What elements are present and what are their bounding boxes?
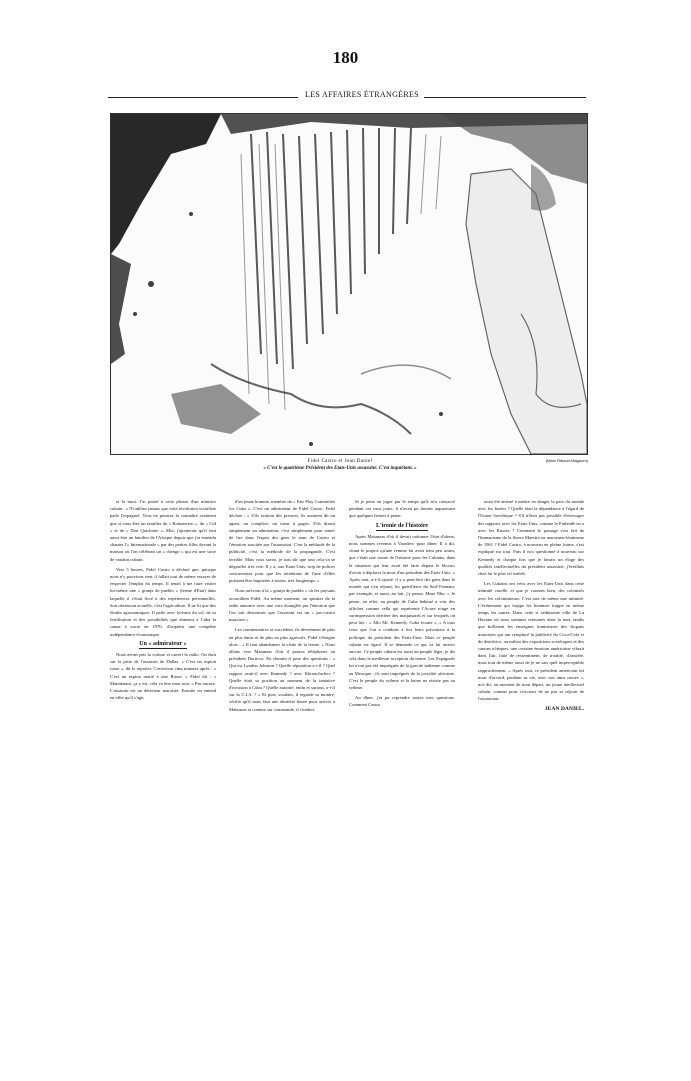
section-heading-text: L'ironie de l'histoire	[375, 522, 429, 529]
page-number: 180	[332, 48, 359, 67]
section-heading-text: Un « admirateur »	[139, 640, 187, 647]
text-column-3	[349, 498, 455, 712]
paragraph: Nous arrivons à la « granja de pueblo » où les paysans accueillent Fidel. Au même moment, un speaker de la radio annonce avec une voix étranglée par l'émotion que l'on sait désormais que l'assassin est un « pro-castro marxiste ».	[229, 588, 335, 623]
paragraph: Nous avons pris la voiture et ouvert la radio. On était sur la piste de l'assassin de Dallas. « C'est un espion russe », dit le reporter. Correction cinq minutes après : « C'est un espion marié à une Russe. » Fidel dit : « Maintenant, ça y est, cela va être mon tour. » Pas encore. L'assassin est un déserteur marxiste. Ensuite on entend en effet qu'il s'agit	[110, 652, 216, 701]
author-signature: JEAN DANIEL.	[544, 705, 584, 712]
photo-caption	[180, 458, 500, 472]
section-heading	[110, 641, 216, 648]
photo-credit: (Marc Riboud-Magnum)	[545, 458, 588, 463]
paragraph: Les commentaires se succèdent, ils deviennent de plus en plus émus et de plus en plus agressifs. Fidel s'éloigne alors : « Il faut abandonner la visite de la ferme. » Nous allons vers Matanzas d'où il pourra téléphoner au président Dorticos. En chemin il pose des questions : « Qui est Lyndon Johnson ? Quelle réputation a-t-il ? Quel rapport avait-il avec Kennedy ? avec Khrouchtchev ? Quelle était sa position au moment de la tentative d'invasion à Cuba ? Quelle autorité, enfin et surtout, a-t-il sur la C.I.A. ? » Et puis, soudain, il regarde sa montre, vérifie qu'il nous faut une dernière heure pour arriver à Matanzas et comme sur commande, il s'endort.	[229, 627, 336, 712]
section-heading	[349, 523, 455, 530]
paragraph: d'un jeune homme, membre du « Fair Play Committee for Cuba ». C'est un admirateur de Fidel Castro. Fidel déclare : « S'ils avaient des preuves, ils auraient dit un agent, un complice, un tueur à gages. S'ils disent simplement un admirateur, c'est simplement pour tenter de lier dans l'esprit des gens le nom de Castro et l'émotion suscitée par l'assassinat. C'est la méthode de la publicité, c'est la méthode de la propagande. C'est terrible. Mais vous savez, je suis sûr que tout cela va se dégonfler très vite. Il y a, aux Etats-Unis, trop de polices concurrentes pour que les intentions de l'une d'elles puissent être imposées à toutes, très longtemps. »	[229, 499, 335, 584]
caption-quote: « C'est le quatrième Président des Etats-Unis assassiné. C'est inquiétant. »	[263, 466, 417, 471]
caption-names: Fidel Castro et Jean Daniel	[307, 459, 373, 464]
text-column-4	[478, 498, 584, 716]
header-rule-right	[424, 97, 586, 98]
header-rule-left	[108, 97, 298, 98]
photograph	[110, 113, 588, 455]
paragraph: Après Matanzas d'où il devait ordonner l'état d'alerte, nous sommes revenus à Varadero pour dîner. Il a dit, citant le propos qu'une femme lui avait tenu peu avant, que c'était une ironie de l'histoire pour les Cubains, dans la situation qui leur avait été faite depuis le blocus, d'avoir à déplorer la mort d'un président des Etats-Unis. « Après tout, a-t-il ajouté, il y a peut-être des gens dans le monde qui s'en réjouit, les guérilleros du Sud-Vietnam, par exemple, et aussi, au fait, j'y pense, Mme Nhu. » Je pense, en effet, au peuple de Cuba habitué à voir des affiches comme celle qui représente l'Acuse rouge en surimpression derrière des maquisards et sur lesquels on peut lire : « Allo Mr. Kennedy, Cuba écoute », « A tous ceux que l'on a conduits à lier leurs privations à la politique du président des Etats-Unis. Mais ce peuple cubain est égaré. Il se demande ce qui va lui arriver encore. Ce peuple cubain est aussi un peuple léger, je dis cela dans la meilleure acception du terme. Les Espagnols lui n'ont pas été imprégnés de la gravité indienne comme au Mexique : ils sont imprégnés de la jovialité africaine. C'est le peuple du rythme et la haine ne résiste pas au rythme.	[349, 533, 455, 691]
paragraph: Si je peux en juger par le temps qu'il m'a consacré pendant ces trois jours, il n'avait pu dormir auparavant que quelques heures à peine.	[349, 499, 455, 519]
journal-title: LES AFFAIRES ÉTRANGÈRES	[300, 90, 424, 99]
paragraph: Vers 5 heures, Fidel Castro a déclaré que, puisque nous n'y pouvions rien, il fallait tout de même essayer de respecter l'emploi du temps. Il tenait à me faire visiter lui-même une « granja de pueblo » (ferme d'Etat) dans laquelle il s'était livré à des expériences personnelles. Son obsession actuelle, c'est l'agriculture. Il ne lit que des études agronomiques. Il parle avec lyrisme du sol, de sa fertilisation et des possibilités que donnera à Cuba la canne à sucre en 1970, d'acquérir une complète indépendance économique.	[110, 566, 216, 637]
paragraph: avait été amené à mettre en danger la paix du monde avec les fusées ? Quelle était la dépendance à l'égard de l'Union Soviétique ? S'il n'était pas possible d'envisager des rapports avec les Etats-Unis, comme la Finlande en a avec les Russes ? Comment le passage s'est fait de l'humanisme de la Sierra Maestra au marxisme-léninisme de 1961 ? Fidel Castro, à nouveau en pleine forme, s'est expliqué sur tout. Puis il m'a questionné à nouveau sur Kennedy et chaque fois que je faisais un éloge des qualités intellectuelles du président assassiné, j'éveillais chez lui le plus vif intérêt.	[478, 499, 584, 577]
paragraph: Les Cubains ont vécu avec les Etats-Unis dans cette intimité cruelle, et que je connais bien, des colonisés avec les colonisateurs. C'est tout de même une intimité. L'événement qui frappe les hommes frappe en même temps les autres. Dans cette si séduisante ville de La Havane où nous sommes retournés dans la nuit, tandis que brillaient les enseignes lumineuses des slogans marxistes qui ont remplacé la publicité du Coca-Cola et du dentifrice, au milieu des expositions soviétiques et des canons tchèques, une certaine émotion américaine vibrait dans l'air, faite de ressentiment, de trouble, d'anxiété, mais tout de même aussi de je ne sais quel imperceptible rapprochement. « Après tout, ce président américain est mort d'accord, pendant sa vie, avec nos amis russes », m'a dit, au moment de mon départ, un jeune intellectuel cubain, comme pour s'excuser de ne pas se réjouir de l'assassinat.	[478, 581, 584, 702]
paragraph: Au dîner, j'ai pu reprendre toutes mes questions. Comment Castro	[349, 695, 455, 708]
text-column-1	[110, 498, 216, 704]
paragraph: et la mort. J'ai pensé à cette phrase d'un ministre cubain : « N'oubliez jamais que cette révolution socialiste parle l'espagnol. Vous ne pourrez la connaître vraiment que si vous êtes un familier du « Romancero », du « Cid » et de « Don Quichotte ». Moi, j'ajouterais qu'il faut aussi être un familier de l'Afrique depuis que j'ai entendu chanter l'« Internationale » par des petites filles devant la maison où l'on célébrait un « chengo » qui est une sorte de vaudou cubain.	[110, 499, 216, 562]
text-column-2	[229, 498, 335, 716]
